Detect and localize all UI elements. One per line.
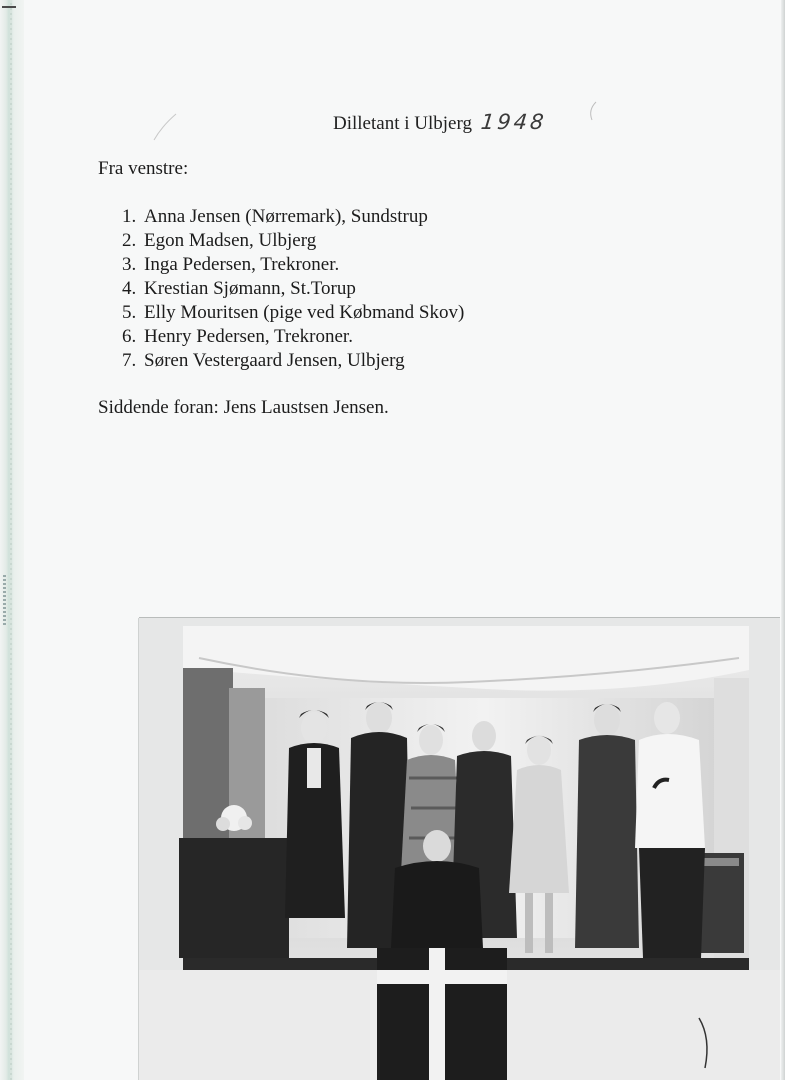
list-item: 6. Henry Pedersen, Trekroner. — [122, 326, 353, 347]
binder-tick — [3, 575, 6, 625]
seated-text: Siddende foran: Jens Laustsen Jensen. — [98, 397, 389, 418]
photo-image — [139, 618, 780, 1080]
list-item: 3. Inga Pedersen, Trekroner. — [122, 254, 340, 275]
pencil-mark — [586, 100, 600, 122]
list-item: 1. Anna Jensen (Nørremark), Sundstrup — [122, 206, 428, 227]
binder-mark — [2, 6, 16, 8]
group-photo — [139, 618, 780, 1080]
pencil-mark — [150, 112, 180, 142]
binder-strip — [0, 0, 24, 1080]
page-edge — [781, 0, 785, 1080]
list-item: 7. Søren Vestergaard Jensen, Ulbjerg — [122, 350, 405, 371]
list-item: 2. Egon Madsen, Ulbjerg — [122, 230, 317, 251]
names-list — [122, 205, 464, 373]
list-item: 4. Krestian Sjømann, St.Torup — [122, 278, 356, 299]
list-item: 5. Elly Mouritsen (pige ved Købmand Skov) — [122, 302, 465, 323]
handwritten-year: 1948 — [479, 110, 548, 134]
document-header — [333, 110, 546, 136]
document-title: Dilletant i Ulbjerg — [333, 113, 472, 134]
intro-text: Fra venstre: — [98, 158, 189, 179]
